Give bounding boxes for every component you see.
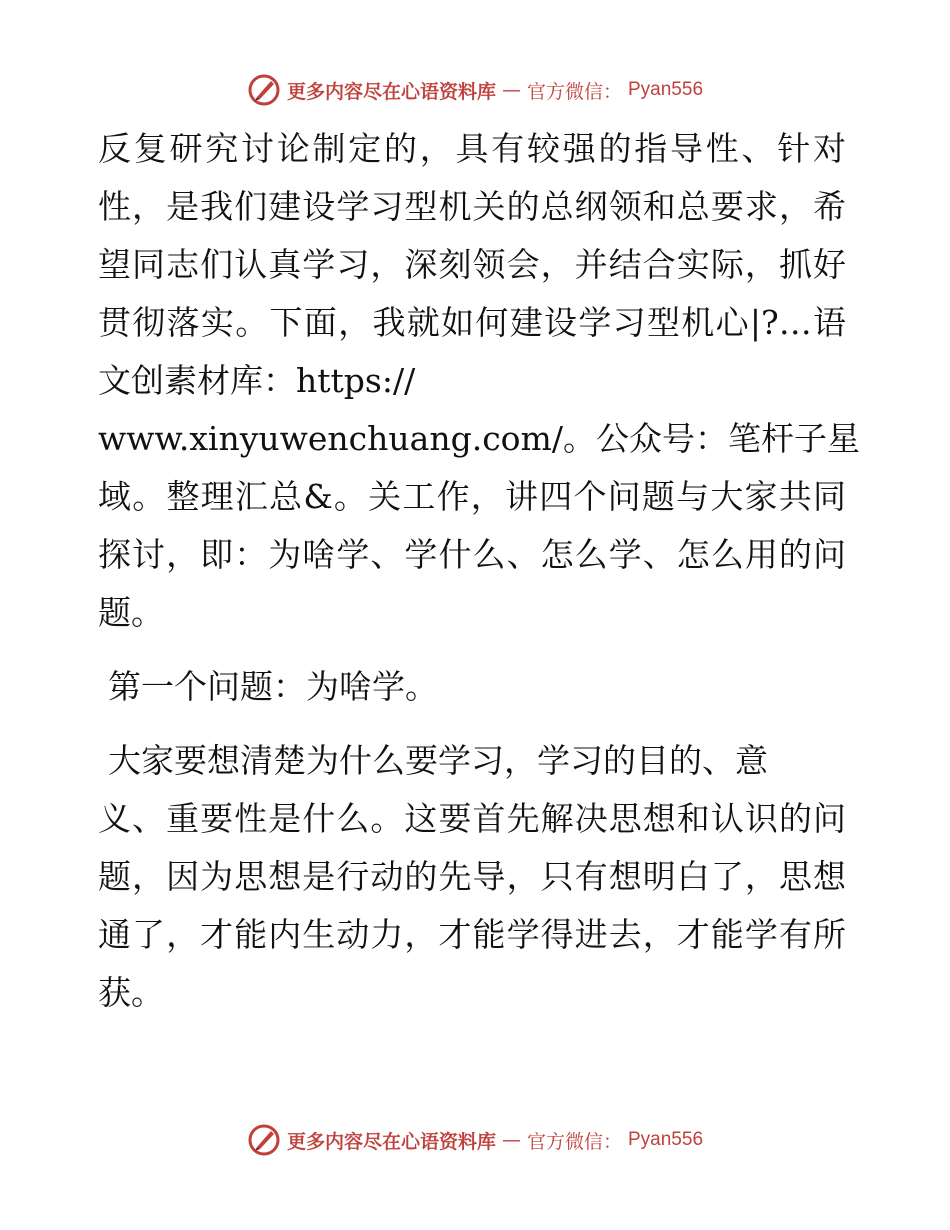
paragraph-1 (98, 120, 858, 642)
watermark-wechat-id: Pyan556 (628, 79, 704, 100)
paragraph-gap (98, 642, 858, 658)
text-line: www.xinyuwenchuang.com/。公众号：笔杆子星 (98, 419, 860, 458)
pen-logo-icon (247, 1123, 281, 1157)
section-heading: 第一个问题：为啥学。 (108, 667, 438, 706)
text-line: 义、重要性是什么。这要首先解决思想和认识的问 (98, 799, 846, 838)
text-line: 域。整理汇总&。关工作，讲四个问题与大家共同 (98, 477, 846, 516)
footer-watermark (0, 1120, 950, 1160)
text-line: 反复研究讨论制定的，具有较强的指导性、针对 (98, 129, 846, 168)
watermark-brand-text: 更多内容尽在心语资料库 (286, 1130, 496, 1153)
pen-logo-icon (247, 73, 281, 107)
text-line: 探讨，即：为啥学、学什么、怎么学、怎么用的问 (98, 535, 846, 574)
watermark-dash: — (501, 79, 521, 101)
text-line: 文创素材库：https:// (98, 361, 416, 400)
text-line: 题。 (98, 593, 164, 632)
watermark-brand-text: 更多内容尽在心语资料库 (286, 80, 496, 103)
text-line: 望同志们认真学习，深刻领会，并结合实际，抓好 (98, 245, 846, 284)
text-line: 通了，才能内生动力，才能学得进去，才能学有所 (98, 915, 846, 954)
document-body (98, 120, 858, 1022)
text-line: 性，是我们建设学习型机关的总纲领和总要求，希 (98, 187, 846, 226)
watermark-dash: — (501, 1129, 521, 1151)
text-line: 获。 (98, 973, 164, 1012)
watermark-official-label: 官方微信： (526, 1130, 622, 1153)
header-watermark (0, 70, 950, 110)
paragraph-gap (98, 716, 858, 732)
paragraph-2 (98, 732, 858, 1022)
text-line: 题，因为思想是行动的先导，只有想明白了，思想 (98, 857, 846, 896)
watermark-official-label: 官方微信： (526, 80, 622, 103)
text-line: 大家要想清楚为什么要学习，学习的目的、意 (108, 741, 768, 780)
watermark-wechat-id: Pyan556 (628, 1129, 704, 1150)
text-line: 贯彻落实。下面，我就如何建设学习型机心|?…语 (98, 303, 846, 342)
